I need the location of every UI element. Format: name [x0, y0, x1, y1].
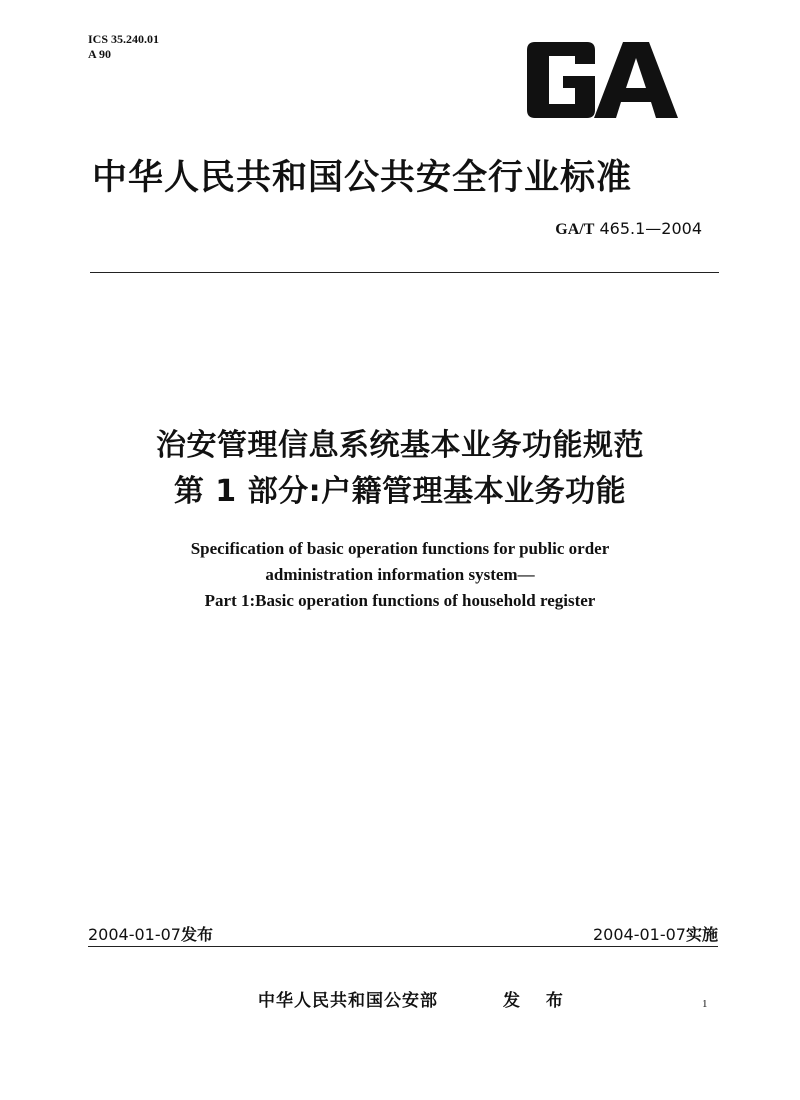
ga-logo — [525, 40, 680, 120]
issue-label: 发布 — [180, 925, 213, 944]
implement-label: 实施 — [685, 925, 718, 944]
standard-number-value: 465.1—2004 — [599, 219, 702, 238]
issue-date: 2004-01-07 — [88, 925, 181, 944]
issuer: 中华人民共和国公安部 — [258, 991, 438, 1011]
cn-title-line2: 第 1 部分:户籍管理基本业务功能 — [173, 474, 627, 509]
en-title-line3: Part 1:Basic operation functions of household register — [204, 591, 596, 610]
classification-codes — [88, 32, 159, 62]
standard-number-prefix: GA/T — [555, 221, 595, 238]
en-title-line1: Specification of basic operation functions for public order — [190, 539, 610, 558]
footer-divider — [88, 946, 718, 947]
issue-date-block — [88, 922, 213, 945]
implement-date-block — [593, 922, 718, 945]
ccs-code: A 90 — [88, 47, 112, 61]
implement-date: 2004-01-07 — [593, 925, 686, 944]
ics-code: ICS 35.240.01 — [88, 32, 160, 46]
standard-number — [555, 219, 702, 239]
header-divider — [90, 272, 719, 273]
cn-title-line1: 治安管理信息系统基本业务功能规范 — [156, 428, 644, 463]
page-number: 1 — [702, 998, 708, 1010]
standard-category-title: 中华人民共和国公共安全行业标准 — [92, 158, 633, 198]
issue-word: 发 布 — [503, 991, 573, 1011]
en-title-line2: administration information system— — [265, 565, 535, 584]
